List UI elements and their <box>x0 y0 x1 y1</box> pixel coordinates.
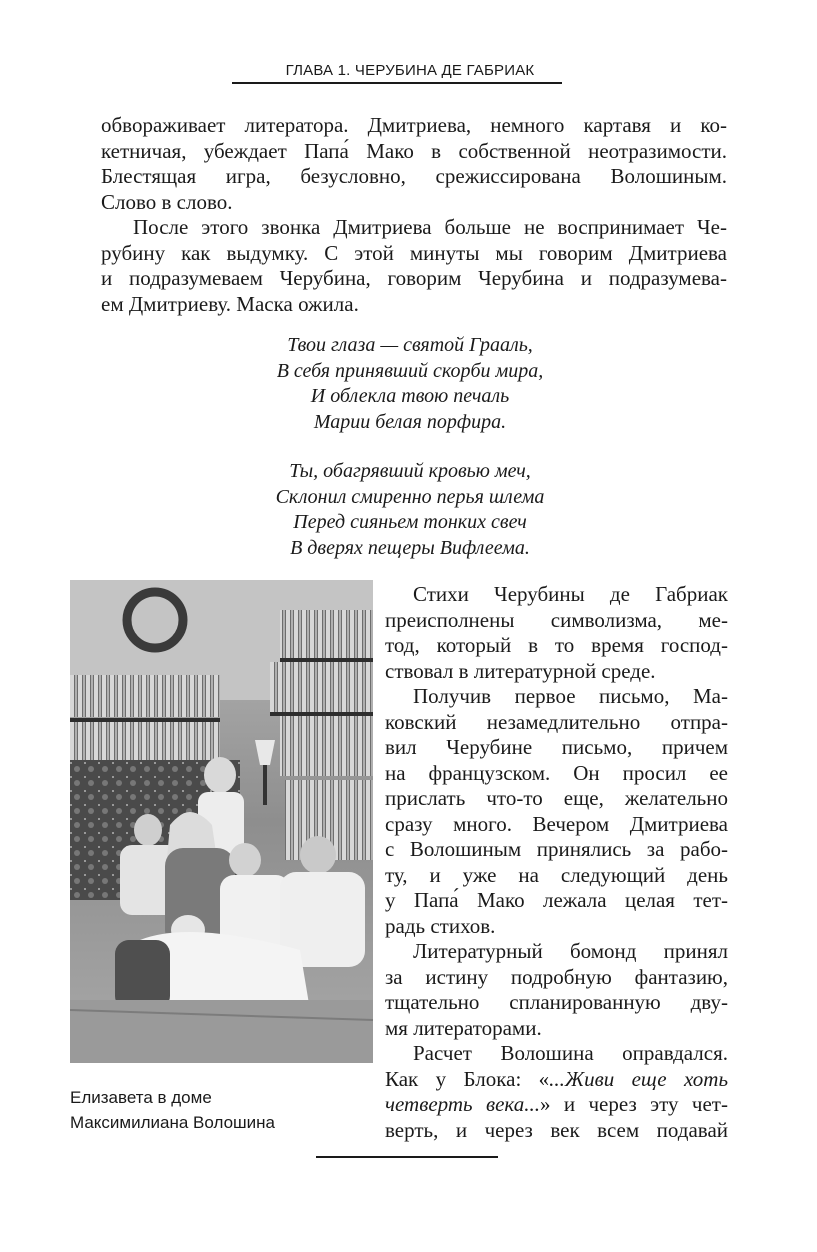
text-segment: » и через эту чет- <box>539 1092 728 1116</box>
text-line: сразу много. Вечером Дмитриева <box>385 811 728 836</box>
paragraph-4 <box>385 684 728 939</box>
text-line: у Папа́ Мако лежала целая тет- <box>385 888 728 912</box>
paragraph-3 <box>385 582 728 684</box>
text-line: радь стихов. <box>385 913 496 938</box>
poem-line: Марии белая порфира. <box>313 410 507 433</box>
text-line <box>385 1067 728 1093</box>
paragraph-6 <box>385 1041 728 1143</box>
text-line: тод, который в то время господ- <box>385 633 728 657</box>
text-line: Стихи Черубины де Габриак <box>413 582 728 606</box>
caption-line: Максимилиана Волошина <box>70 1113 276 1132</box>
caption-line: Елизавета в доме <box>70 1088 212 1107</box>
poem-line: И облекла твою печаль <box>310 385 510 407</box>
text-line: ковский незамедлительно отпра- <box>385 709 728 734</box>
text-line: ем Дмитриеву. Маска ожила. <box>101 291 359 316</box>
text-line: тщательно спланированную дву- <box>385 990 728 1014</box>
text-line: кетничая, убеждает Папа́ Мако в собственной неотразимости. <box>101 138 727 163</box>
text-line: прислать что-то еще, желательно <box>385 786 728 810</box>
poem-line: Ты, обагрявший кровью меч, <box>289 460 531 482</box>
text-line: верть, и через век всем подавай <box>385 1117 728 1142</box>
poem-line: Твои глаза — святой Грааль, <box>287 334 533 356</box>
footer-rule <box>316 1156 498 1158</box>
intro-text <box>101 113 727 317</box>
text-line: После этого звонка Дмитриева больше не воспринимает Че- <box>133 215 727 239</box>
paragraph-1 <box>101 113 727 215</box>
text-line: ту, и уже на следующий день <box>385 862 728 887</box>
text-line: за истину подробную фантазию, <box>385 964 728 989</box>
text-line: с Волошиным принялись за рабо- <box>385 837 728 861</box>
text-line: мя литераторами. <box>385 1015 542 1040</box>
running-header: ГЛАВА 1. ЧЕРУБИНА ДЕ ГАБРИАК <box>285 62 535 79</box>
photo-caption <box>70 1085 370 1135</box>
paragraph-5 <box>385 939 728 1041</box>
text-line: преисполнены символизма, ме- <box>385 607 728 632</box>
text-line: ствовал в литературной среде. <box>385 658 656 683</box>
text-line: Блестящая игра, безусловно, срежиссирована Волошиным. <box>101 164 727 188</box>
text-line <box>385 1092 728 1118</box>
side-column-text <box>385 582 728 1143</box>
text-line: Литературный бомонд принял <box>413 939 728 963</box>
poem-stanza-2 <box>180 459 640 561</box>
header-rule <box>232 82 562 84</box>
poem-line: В себя принявший скорби мира, <box>276 359 544 382</box>
paragraph-2 <box>101 215 727 317</box>
poem-stanza-1 <box>180 333 640 435</box>
poem-line: В дверях пещеры Вифлеема. <box>290 536 530 559</box>
text-line: Слово в слово. <box>101 189 233 214</box>
photo-illustration <box>70 580 373 1063</box>
poem-line: Перед сияньем тонких свеч <box>293 511 527 533</box>
quote-italic: четверть века... <box>385 1092 540 1116</box>
text-line: обвораживает литератора. Дмитриева, немного картавя и ко- <box>101 113 727 137</box>
text-line: рубину как выдумку. С этой минуты мы говорим Дмитриева <box>101 240 727 265</box>
text-segment: Как у Блока: « <box>385 1066 550 1091</box>
text-line: вил Черубине письмо, причем <box>385 735 728 759</box>
text-line: на французском. Он просил ее <box>385 760 728 785</box>
quote-italic: ...Живи еще хоть <box>549 1066 728 1091</box>
text-line: Расчет Волошина оправдался. <box>413 1041 728 1065</box>
poem-line: Склонил смиренно перья шлема <box>275 485 545 508</box>
historical-photo <box>70 580 373 1063</box>
text-line: Получив первое письмо, Ма- <box>413 684 728 708</box>
text-line: и подразумеваем Черубина, говорим Черубина и подразумева- <box>101 266 727 290</box>
